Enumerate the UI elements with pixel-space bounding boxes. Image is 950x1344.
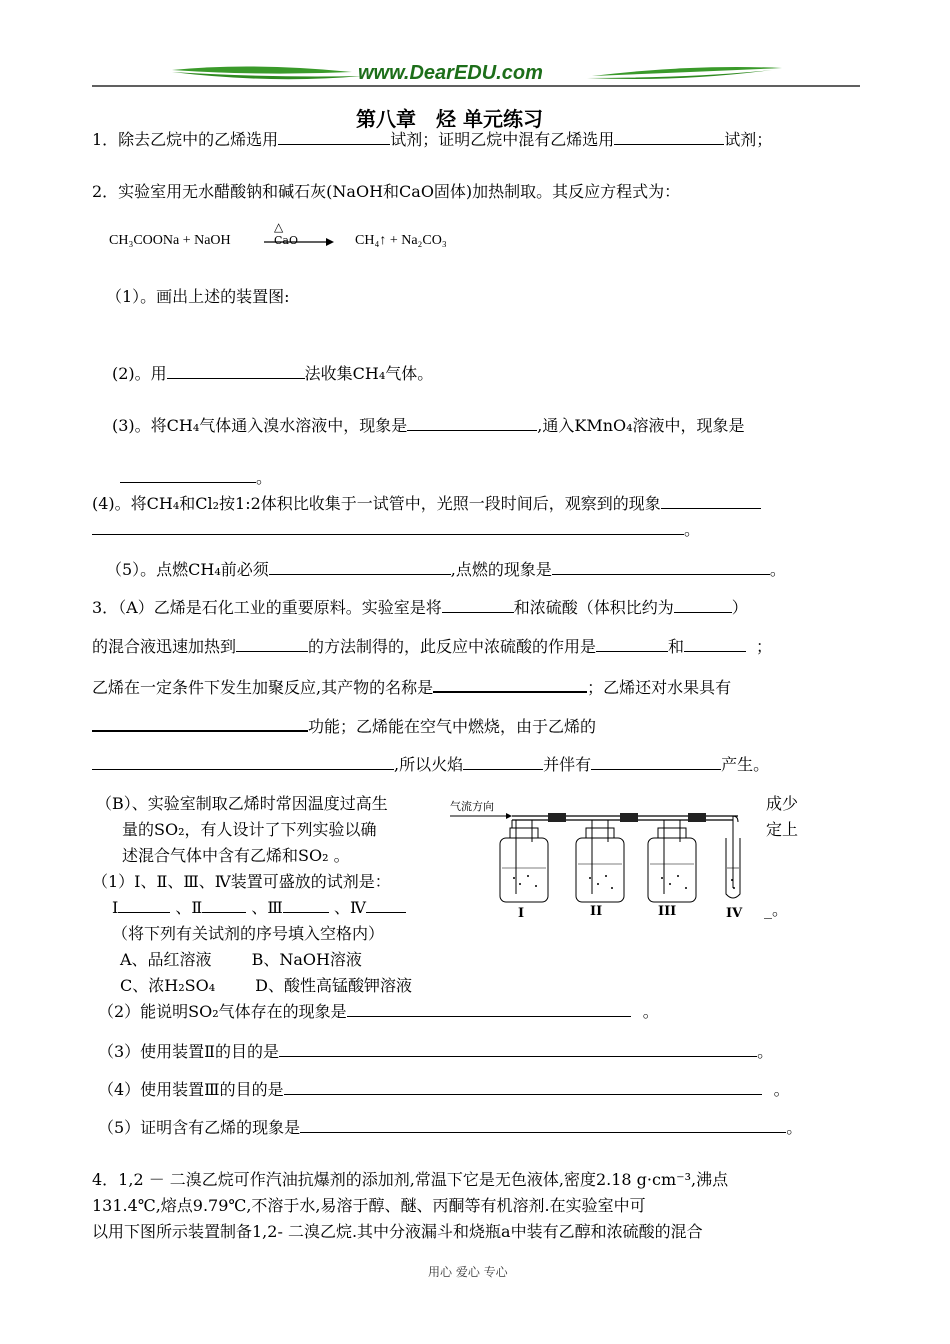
question-2-part-3-cont: 。 (120, 468, 272, 488)
question-2-part-4: (4)。将CH₄和Cl₂按1:2体积比收集于一试管中，光照一段时间后，观察到的现象 (92, 494, 761, 514)
device-label-1: I (518, 906, 525, 921)
gas-washing-bottles-icon (448, 798, 758, 924)
question-2-part-5: （5）。点燃CH₄前必须 ,点燃的现象是 。 (106, 560, 786, 579)
question-3b-line-1: （B）、实验室制取乙烯时常因温度过高生 (96, 794, 388, 813)
reagent-options-1: A、品红溶液 B、NaOH溶液 (120, 950, 362, 969)
question-3-line-1: 3．（A）乙烯是石化工业的重要原料。实验室是将 和浓硫酸（体积比约为 ） (92, 598, 748, 617)
catalyst-label: CaO (274, 234, 298, 247)
question-2-intro: 2．实验室用无水醋酸钠和碱石灰(NaOH和CaO固体)加热制取。其反应方程式为： (92, 182, 681, 201)
question-2-part-4-cont: 。 (92, 520, 700, 540)
side-text-3: _。 (764, 900, 789, 919)
question-3-line-4: 功能；乙烯能在空气中燃烧，由于乙烯的 (92, 716, 596, 737)
side-text-1: 成少 (766, 794, 799, 813)
question-3-line-3: 乙烯在一定条件下发生加聚反应,其产物的名称是 ；乙烯还对水果具有 (92, 678, 732, 697)
site-logo: www.DearEDU.com (358, 62, 543, 84)
equation-left: CH₃COONa + NaOH (109, 233, 231, 248)
reagent-options-2: C、浓H₂SO₄ D、酸性高锰酸钾溶液 (120, 976, 412, 995)
question-4-line-3: 以用下图所示装置制备1,2- 二溴乙烷.其中分液漏斗和烧瓶a中装有乙醇和浓硫酸的混合 (92, 1222, 703, 1241)
question-4-line-2: 131.4℃,熔点9.79℃,不溶于水,易溶于醇、醚、丙酮等有机溶剂.在实验室中可 (92, 1196, 646, 1215)
apparatus-figure (448, 798, 758, 924)
question-3b-line-2: 量的SO₂，有人设计了下列实验以确 (122, 820, 377, 839)
question-3b-part-2: （2）能说明SO₂气体存在的现象是 。 (98, 1002, 659, 1021)
side-text-2: 定上 (766, 820, 799, 839)
device-label-4: IV (726, 906, 743, 921)
page-footer: 用心 爱心 专心 (428, 1265, 508, 1279)
question-3b-reagent-blanks: Ⅰ 、Ⅱ 、Ⅲ 、Ⅳ (112, 898, 406, 918)
question-2-part-1: （1）。画出上述的装置图: (106, 287, 290, 306)
heat-symbol: △ (274, 220, 284, 234)
arrow-icon (262, 220, 334, 250)
gas-flow-label: 气流方向 (450, 801, 494, 813)
device-label-3: III (658, 904, 677, 919)
question-3b-part-3: （3）使用装置Ⅱ的目的是 。 (98, 1042, 774, 1061)
question-2-part-2: (2)。用 法收集CH₄气体。 (112, 364, 434, 383)
device-label-2: II (590, 904, 603, 919)
question-3-line-2: 的混合液迅速加热到 的方法制得的，此反应中浓硫酸的作用是 和 ； (92, 637, 773, 656)
question-3-line-5: ,所以火焰 并伴有 产生。 (92, 755, 769, 775)
question-3b-line-3: 述混合气体中含有乙烯和SO₂ 。 (122, 846, 350, 865)
question-4-line-1: 4．1,2 － 二溴乙烷可作汽油抗爆剂的添加剂,常温下它是无色液体,密度2.18 g·cm⁻³,沸点 (92, 1170, 729, 1189)
question-2-part-3: (3)。将CH₄气体通入溴水溶液中，现象是 ,通入KMnO₄溶液中，现象是 (112, 416, 745, 435)
question-3b-part-5: （5）证明含有乙烯的现象是 。 (98, 1118, 803, 1137)
equation-right: CH₄↑ + Na₂CO₃ (355, 233, 447, 248)
equation-arrow (262, 220, 334, 250)
question-3b-part-4: （4）使用装置Ⅲ的目的是 。 (98, 1080, 790, 1099)
question-1: 1．除去乙烷中的乙烯选用 试剂；证明乙烷中混有乙烯选用 试剂； (92, 130, 773, 149)
page-title: 第八章 烃 单元练习 (356, 107, 543, 131)
question-3b-instruction: （将下列有关试剂的序号填入空格内） (112, 924, 385, 943)
question-3b-line-4: （1）Ⅰ、Ⅱ、Ⅲ、Ⅳ装置可盛放的试剂是： (92, 872, 391, 891)
